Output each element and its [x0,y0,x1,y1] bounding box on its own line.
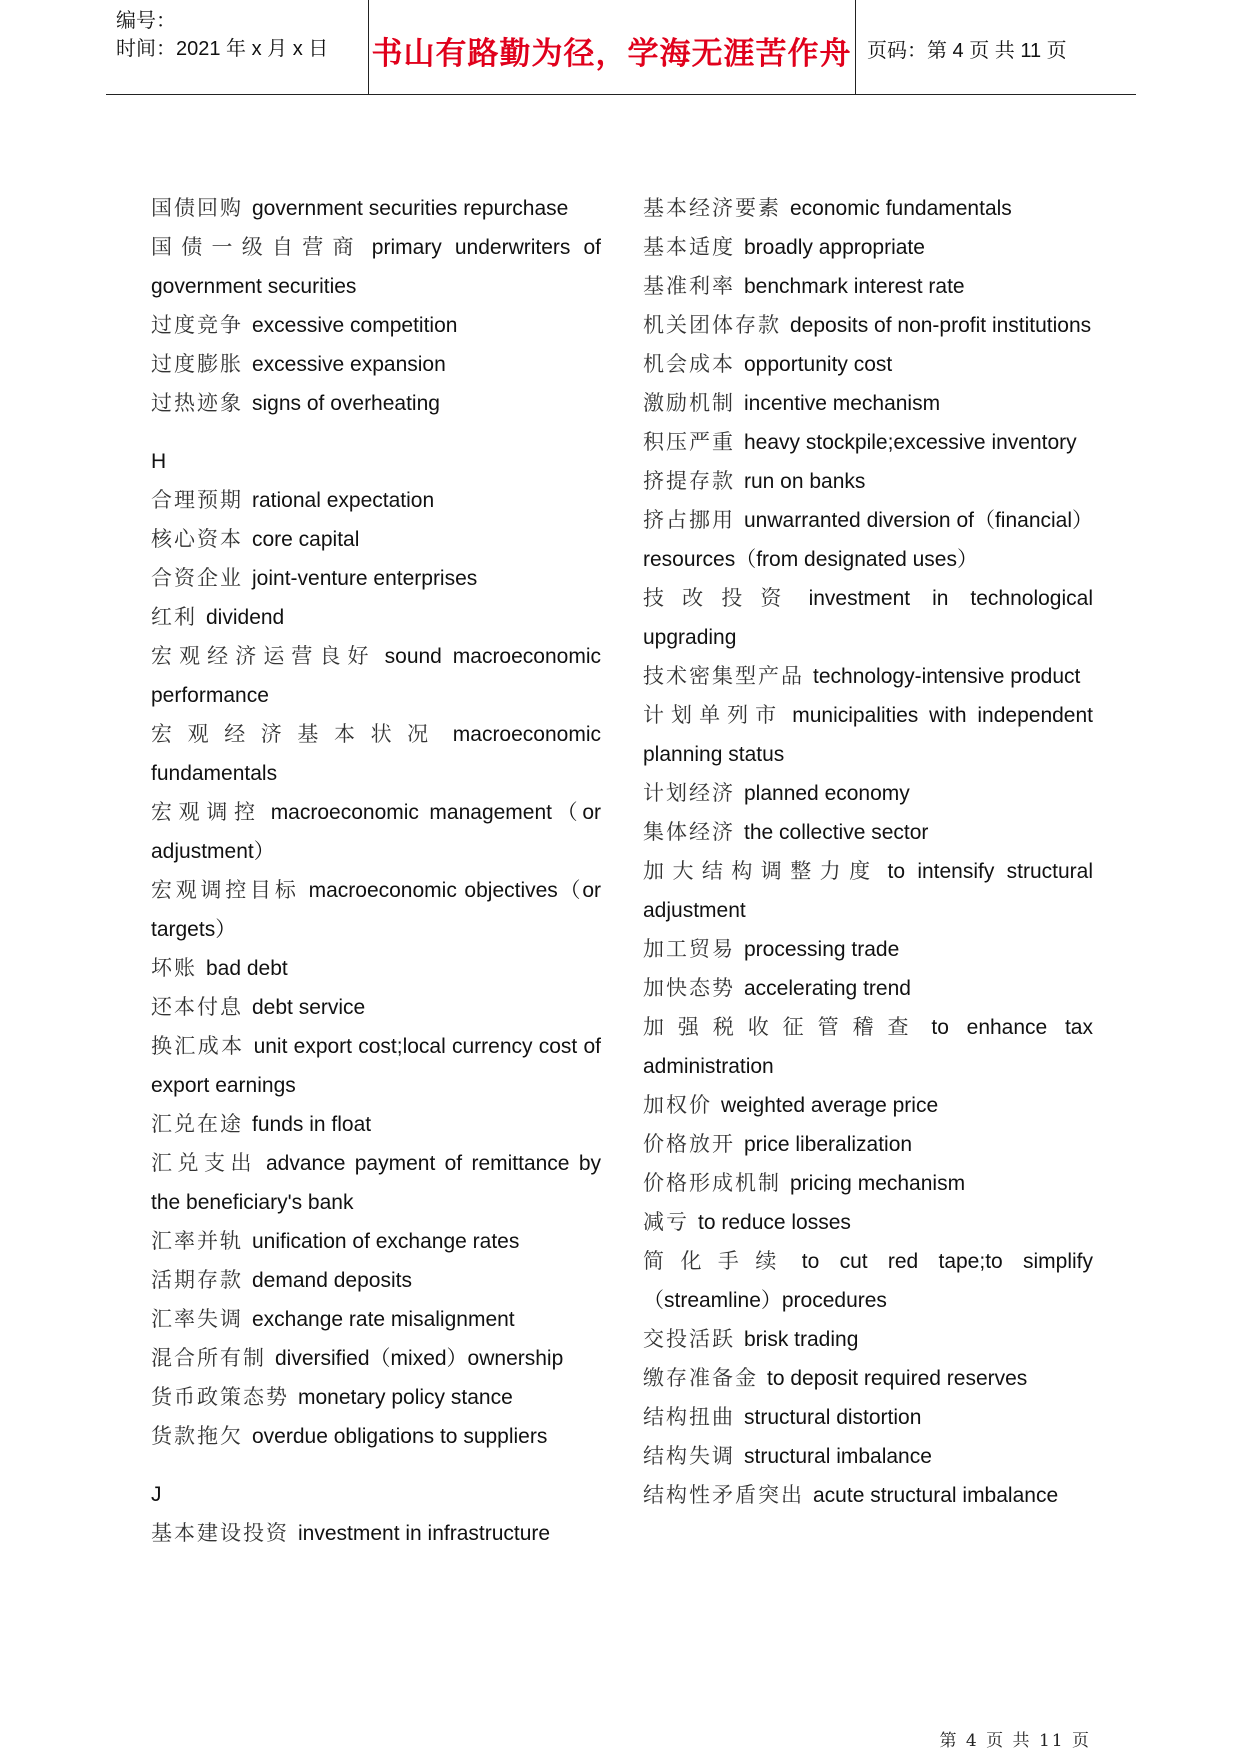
term-english: unification of exchange rates [252,1230,520,1253]
term-english: opportunity cost [744,353,893,376]
term-english: macroeconomic management（or adjustment） [151,801,601,863]
glossary-entry [643,306,1093,345]
glossary-entry [643,774,1093,813]
term-chinese: 汇率失调 [151,1307,243,1331]
term-english: overdue obligations to suppliers [252,1425,548,1448]
term-chinese: 计划经济 [643,781,735,805]
glossary-entry [643,384,1093,423]
glossary-entry [151,1261,601,1300]
glossary-entry [643,579,1093,657]
term-english: to intensify structural adjustment [643,860,1093,922]
term-group [151,1514,601,1553]
glossary-entry [151,1300,601,1339]
term-english: macroeconomic objectives（or targets） [151,879,601,941]
glossary-entry [151,598,601,637]
term-chinese: 机会成本 [643,352,735,376]
term-chinese: 宏观经济运营良好 [151,644,376,668]
time-label: 时间：2021 年 x 月 x 日 [116,38,329,60]
glossary-entry [151,1027,601,1105]
term-chinese: 基准利率 [643,274,735,298]
term-chinese: 合资企业 [151,566,243,590]
glossary-entry [151,637,601,715]
glossary-entry [151,1417,601,1456]
term-english: core capital [252,528,360,551]
term-chinese: 基本适度 [643,235,735,259]
glossary-entry [151,988,601,1027]
glossary-left-column [151,189,601,1553]
glossary-entry [643,1359,1093,1398]
glossary-entry [643,423,1093,462]
glossary-entry [151,228,601,306]
glossary-entry [151,189,601,228]
term-chinese: 激励机制 [643,391,735,415]
glossary-entry [643,852,1093,930]
term-chinese: 坏账 [151,956,197,980]
header-motto-cell [368,0,856,94]
term-english: benchmark interest rate [744,275,965,298]
term-english: monetary policy stance [298,1386,513,1409]
glossary-entry [643,930,1093,969]
term-english: processing trade [744,938,900,961]
term-chinese: 换汇成本 [151,1034,245,1058]
term-chinese: 价格放开 [643,1132,735,1156]
term-english: to deposit required reserves [767,1367,1028,1390]
glossary-entry [151,871,601,949]
term-english: signs of overheating [252,392,440,415]
glossary-entry [643,657,1093,696]
term-chinese: 挤占挪用 [643,508,735,532]
term-english: unwarranted diversion of（financial）resources（from designated uses） [643,509,1094,571]
glossary-entry [151,949,601,988]
term-chinese: 宏观经济基本状况 [151,722,444,746]
term-english: to enhance tax administration [643,1016,1093,1078]
glossary-entry [151,715,601,793]
term-chinese: 价格形成机制 [643,1171,781,1195]
term-chinese: 交投活跃 [643,1327,735,1351]
term-english: incentive mechanism [744,392,941,415]
glossary-entry [151,1514,601,1553]
term-english: weighted average price [721,1094,939,1117]
term-chinese: 结构性矛盾突出 [643,1483,804,1507]
term-chinese: 过度膨胀 [151,352,243,376]
page-header [106,0,1136,95]
term-chinese: 活期存款 [151,1268,243,1292]
term-english: economic fundamentals [790,197,1012,220]
glossary-entry [151,559,601,598]
term-chinese: 汇率并轨 [151,1229,243,1253]
term-chinese: 技术密集型产品 [643,664,804,688]
glossary-entry [643,345,1093,384]
glossary-entry [151,384,601,423]
term-english: investment in infrastructure [298,1522,551,1545]
term-english: excessive competition [252,314,458,337]
term-chinese: 基本建设投资 [151,1521,289,1545]
term-english: excessive expansion [252,353,446,376]
section-letter-h: H [151,450,167,473]
term-english: bad debt [206,957,288,980]
term-group [643,189,1093,1515]
term-english: macroeconomic fundamentals [151,723,601,785]
term-english: planned economy [744,782,910,805]
term-english: primary underwriters of government securities [151,236,601,298]
term-chinese: 货款拖欠 [151,1424,243,1448]
term-english: to cut red tape;to simplify（streamline）procedures [643,1250,1093,1312]
glossary-entry [643,1437,1093,1476]
term-english: run on banks [744,470,866,493]
term-chinese: 合理预期 [151,488,243,512]
term-chinese: 红利 [151,605,197,629]
term-english: investment in technological upgrading [643,587,1093,649]
glossary-entry [643,228,1093,267]
term-english: advance payment of remittance by the beneficiary's bank [151,1152,602,1214]
term-chinese: 基本经济要素 [643,196,781,220]
term-english: deposits of non-profit institutions [790,314,1092,337]
header-page-cell [855,0,1136,94]
glossary-entry [643,696,1093,774]
term-chinese: 计划单列市 [643,703,784,727]
term-english: funds in float [252,1113,372,1136]
term-english: structural distortion [744,1406,922,1429]
term-english: joint-venture enterprises [252,567,478,590]
term-english: diversified（mixed）ownership [275,1347,564,1370]
term-chinese: 还本付息 [151,995,243,1019]
glossary-entry [643,1008,1093,1086]
term-english: technology-intensive product [813,665,1081,688]
term-group [151,481,601,1456]
term-chinese: 国债一级自营商 [151,235,363,259]
glossary-entry [151,1378,601,1417]
glossary-entry [643,1242,1093,1320]
term-chinese: 汇兑在途 [151,1112,243,1136]
term-english: broadly appropriate [744,236,925,259]
section-letter-j: J [151,1483,162,1506]
term-chinese: 缴存准备金 [643,1366,758,1390]
term-english: the collective sector [744,821,929,844]
glossary-entry [643,1125,1093,1164]
glossary-entry [643,462,1093,501]
glossary-entry [643,1320,1093,1359]
page-footer: 第 4 页 共 11 页 [939,1731,1091,1751]
term-chinese: 集体经济 [643,820,735,844]
term-english: accelerating trend [744,977,911,1000]
glossary-entry [643,1203,1093,1242]
glossary-entry [643,969,1093,1008]
term-chinese: 简化手续 [643,1249,793,1273]
term-chinese: 过热迹象 [151,391,243,415]
term-english: rational expectation [252,489,435,512]
term-chinese: 机关团体存款 [643,313,781,337]
glossary-entry [643,1398,1093,1437]
term-english: unit export cost;local currency cost of export earnings [151,1035,601,1097]
header-meta-cell [106,0,369,94]
term-chinese: 国债回购 [151,196,243,220]
term-english: demand deposits [252,1269,412,1292]
term-english: structural imbalance [744,1445,932,1468]
glossary-entry [643,501,1093,579]
term-chinese: 加权价 [643,1093,712,1117]
glossary-entry [643,1086,1093,1125]
term-english: sound macroeconomic performance [151,645,601,707]
glossary-entry [151,793,601,871]
term-chinese: 加快态势 [643,976,735,1000]
term-chinese: 技改投资 [643,586,800,610]
glossary-entry [643,1476,1093,1515]
term-english: government securities repurchase [252,197,569,220]
term-english: pricing mechanism [790,1172,966,1195]
term-english: to reduce losses [698,1211,851,1234]
term-chinese: 加强税收征管稽查 [643,1015,923,1039]
term-chinese: 汇兑支出 [151,1151,257,1175]
header-motto: 书山有路勤为径，学海无涯苦作舟 [371,36,852,72]
term-chinese: 结构失调 [643,1444,735,1468]
term-chinese: 宏观调控目标 [151,878,300,902]
term-chinese: 宏观调控 [151,800,262,824]
term-english: exchange rate misalignment [252,1308,515,1331]
glossary-entry [151,1144,601,1222]
term-group [151,189,601,423]
glossary-entry [643,189,1093,228]
glossary-entry [151,1339,601,1378]
term-chinese: 核心资本 [151,527,243,551]
glossary-entry [151,520,601,559]
term-english: heavy stockpile;excessive inventory [744,431,1077,454]
term-chinese: 结构扭曲 [643,1405,735,1429]
glossary-entry [643,1164,1093,1203]
term-chinese: 积压严重 [643,430,735,454]
term-english: municipalities with independent planning status [643,704,1094,766]
term-english: acute structural imbalance [813,1484,1059,1507]
term-chinese: 加工贸易 [643,937,735,961]
term-chinese: 加大结构调整力度 [643,859,879,883]
term-chinese: 货币政策态势 [151,1385,289,1409]
term-english: price liberalization [744,1133,913,1156]
glossary-right-column [643,189,1093,1515]
term-chinese: 混合所有制 [151,1346,266,1370]
term-chinese: 挤提存款 [643,469,735,493]
serial-label: 编号： [116,10,176,32]
term-chinese: 过度竞争 [151,313,243,337]
term-english: debt service [252,996,366,1019]
glossary-entry [151,1222,601,1261]
glossary-entry [151,345,601,384]
glossary-entry [151,306,601,345]
glossary-entry [151,481,601,520]
term-chinese: 减亏 [643,1210,689,1234]
glossary-entry [643,267,1093,306]
term-english: dividend [206,606,285,629]
glossary-entry [151,1105,601,1144]
header-page-info: 页码：第 4 页 共 11 页 [867,40,1067,62]
glossary-entry [643,813,1093,852]
term-english: brisk trading [744,1328,859,1351]
